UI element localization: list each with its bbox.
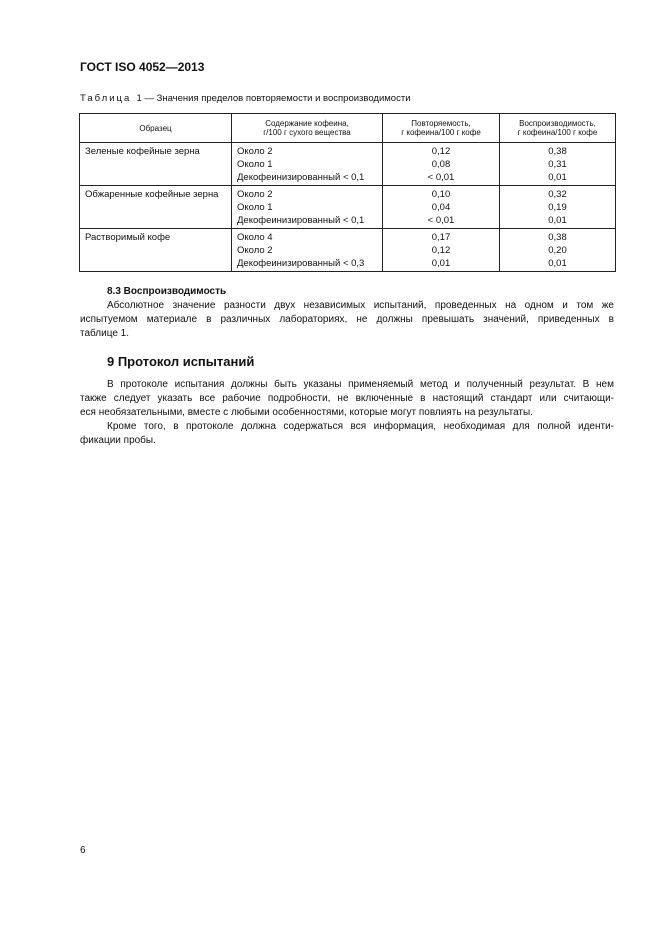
section-9-title: 9 Протокол испытаний — [107, 354, 255, 369]
table-caption — [80, 93, 411, 104]
paragraph-line: фикации пробы. — [80, 435, 156, 446]
section-9-paragraph-2 — [80, 420, 614, 448]
table-row — [80, 186, 616, 229]
table-caption-label: Таблица — [80, 93, 132, 104]
table-header-row — [80, 114, 616, 143]
reproducibility-cell: 0,38 0,31 0,01 — [500, 143, 616, 186]
column-header-repeatability: Повторяемость, г кофеина/100 г кофе — [383, 114, 500, 143]
paragraph-line: также следует указать все рабочие подробности, не включенные в настоящий стандарт или считающи- — [80, 393, 614, 404]
paragraph-line: еся необязательными, вместе с любыми особенностями, которые могут повлиять на результаты. — [80, 407, 533, 418]
caffeine-cell: Около 2 Около 1 Декофеинизированный < 0,1 — [232, 186, 383, 229]
repeatability-cell: 0,10 0,04 < 0,01 — [383, 186, 500, 229]
reproducibility-cell: 0,38 0,20 0,01 — [500, 229, 616, 272]
column-header-reproducibility: Воспроизводимость, г кофеина/100 г кофе — [500, 114, 616, 143]
values-table — [79, 113, 616, 272]
paragraph-line: Кроме того, в протоколе должна содержаться вся информация, необходимая для полной иденти- — [107, 421, 614, 432]
table-row — [80, 229, 616, 272]
reproducibility-cell: 0,32 0,19 0,01 — [500, 186, 616, 229]
paragraph-line: Абсолютное значение разности двух независимых испытаний, проведенных на одном и том же — [107, 300, 614, 311]
paragraph-line: В протоколе испытания должны быть указаны применяемый метод и полученный результат. В нем — [107, 379, 614, 390]
repeatability-cell: 0,12 0,08 < 0,01 — [383, 143, 500, 186]
paragraph-line: испытуемом материале в различных лабораториях, не должны превышать значений, приведенных в — [80, 314, 614, 325]
table-caption-text: 1 — Значения пределов повторяемости и воспроизводимости — [136, 93, 411, 104]
repeatability-cell: 0,17 0,12 0,01 — [383, 229, 500, 272]
sample-cell: Обжаренные кофейные зерна — [80, 186, 232, 229]
page-number: 6 — [80, 845, 86, 856]
section-8-3-paragraph — [80, 299, 614, 341]
column-header-sample: Образец — [80, 114, 232, 143]
section-9-paragraph-1 — [80, 378, 614, 420]
sample-cell: Зеленые кофейные зерна — [80, 143, 232, 186]
table-row — [80, 143, 616, 186]
section-8-3-title: 8.3 Воспроизводимость — [107, 286, 227, 297]
column-header-caffeine: Содержание кофеина, г/100 г сухого вещества — [232, 114, 383, 143]
sample-cell: Растворимый кофе — [80, 229, 232, 272]
document-header: ГОСТ ISO 4052—2013 — [80, 60, 205, 74]
paragraph-line: таблице 1. — [80, 328, 130, 339]
caffeine-cell: Около 2 Около 1 Декофеинизированный < 0,1 — [232, 143, 383, 186]
caffeine-cell: Около 4 Около 2 Декофеинизированный < 0,3 — [232, 229, 383, 272]
